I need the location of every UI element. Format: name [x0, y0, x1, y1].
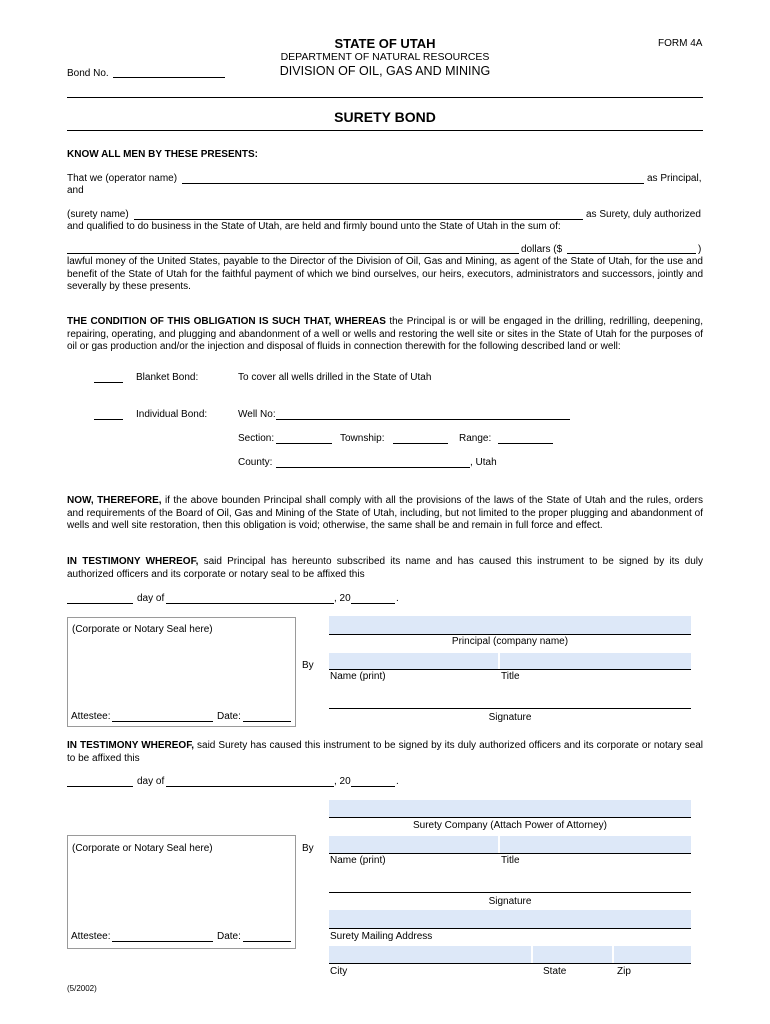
- now-therefore-lead: NOW, THEREFORE,: [67, 495, 162, 506]
- testimony-principal-lead: IN TESTIMONY WHEREOF,: [67, 556, 199, 567]
- principal-day-of-label: day of: [137, 593, 165, 604]
- principal-by-label: By: [302, 660, 314, 671]
- now-therefore-paragraph: [67, 495, 703, 533]
- testimony-surety-lead: IN TESTIMONY WHEREOF,: [67, 740, 194, 751]
- surety-name-title-line: [329, 853, 691, 854]
- township-field[interactable]: [393, 443, 448, 444]
- surety-attest-date-field[interactable]: [243, 941, 291, 942]
- surety-day-of-label: day of: [137, 776, 165, 787]
- condition-lead: THE CONDITION OF THIS OBLIGATION IS SUCH THAT, WHEREAS: [67, 316, 386, 327]
- principal-attestee-field[interactable]: [112, 721, 213, 722]
- department-heading: DEPARTMENT OF NATURAL RESOURCES: [280, 51, 490, 63]
- principal-year-prefix: , 20: [334, 593, 351, 604]
- individual-bond-label: Individual Bond:: [136, 409, 208, 420]
- principal-year-period: .: [396, 593, 399, 604]
- surety-title-field[interactable]: [500, 836, 691, 853]
- principal-attestee-label: Attestee:: [71, 711, 111, 722]
- surety-signature-line[interactable]: [329, 892, 691, 893]
- surety-title-label: Title: [501, 855, 520, 866]
- qualified-text: and qualified to do business in the State of Utah, are held and firmly bound unto the State of Utah in the sum of:: [67, 221, 561, 232]
- surety-name-field[interactable]: [134, 219, 583, 220]
- surety-state-field[interactable]: [533, 946, 612, 963]
- operator-name-label: That we (operator name): [67, 173, 178, 184]
- surety-year-prefix: , 20: [334, 776, 351, 787]
- surety-name-print-field[interactable]: [329, 836, 498, 853]
- revision-date: (5/2002): [67, 984, 97, 993]
- testimony-surety-paragraph: [67, 740, 703, 765]
- blanket-bond-description: To cover all wells drilled in the State of Utah: [238, 372, 432, 383]
- well-no-label: Well No:: [238, 409, 276, 420]
- range-label: Range:: [459, 433, 492, 444]
- principal-title-label: Title: [501, 671, 520, 682]
- utah-text: , Utah: [470, 457, 497, 468]
- intro-heading: KNOW ALL MEN BY THESE PRESENTS:: [67, 149, 258, 160]
- surety-zip-label: Zip: [617, 966, 631, 977]
- condition-paragraph: [67, 316, 703, 354]
- surety-attestee-field[interactable]: [112, 941, 213, 942]
- surety-zip-field[interactable]: [614, 946, 691, 963]
- surety-city-field[interactable]: [329, 946, 531, 963]
- testimony-principal-text: said Principal has hereunto subscribed its name and has caused this instrument to be signed by its duly authorized officers and its corporate or notary seal to be affixed this: [67, 556, 703, 580]
- surety-city-state-zip-line: [329, 963, 691, 964]
- dollars-close: ): [698, 244, 702, 255]
- surety-city-label: City: [330, 966, 348, 977]
- principal-name-print-field[interactable]: [329, 653, 498, 669]
- principal-year-field[interactable]: [351, 603, 395, 604]
- surety-mailing-address-label: Surety Mailing Address: [330, 931, 433, 942]
- range-field[interactable]: [498, 443, 553, 444]
- surety-mailing-line: [329, 928, 691, 929]
- surety-month-field[interactable]: [166, 786, 334, 787]
- surety-year-period: .: [396, 776, 399, 787]
- principal-company-field[interactable]: [329, 616, 691, 634]
- surety-seal-label: (Corporate or Notary Seal here): [72, 843, 213, 854]
- surety-attestee-label: Attestee:: [71, 931, 111, 942]
- surety-by-label: By: [302, 843, 314, 854]
- principal-name-title-line: [329, 669, 691, 670]
- blanket-bond-label: Blanket Bond:: [136, 372, 199, 383]
- now-therefore-text: if the above bounden Principal shall comply with all the provisions of the laws of the State of Utah and the rules, orders and requirements of the Board of Oil, Gas and Mining of the State of Utah, including, but not limited to the proper plugging and abandonment of wells and well site restoration, then this obligation is void; otherwise, the same shall be and remain in full force and effect.: [67, 495, 703, 531]
- individual-bond-checkbox[interactable]: [94, 419, 123, 420]
- division-heading: DIVISION OF OIL, GAS AND MINING: [279, 64, 491, 78]
- testimony-principal-paragraph: [67, 556, 703, 581]
- principal-attest-date-label: Date:: [217, 711, 241, 722]
- blanket-bond-checkbox[interactable]: [94, 382, 123, 383]
- bond-no-field[interactable]: [113, 77, 225, 78]
- township-label: Township:: [340, 433, 385, 444]
- principal-day-field[interactable]: [67, 603, 133, 604]
- principal-signature-label: Signature: [488, 712, 532, 723]
- principal-company-line: [329, 634, 691, 635]
- principal-company-label: Principal (company name): [451, 636, 569, 647]
- surety-year-field[interactable]: [351, 786, 395, 787]
- state-heading: STATE OF UTAH: [334, 36, 436, 51]
- principal-title-field[interactable]: [500, 653, 691, 669]
- surety-state-label: State: [543, 966, 567, 977]
- surety-name-label: (surety name): [67, 209, 129, 220]
- surety-company-line: [329, 817, 691, 818]
- surety-name-print-label: Name (print): [330, 855, 386, 866]
- header-rule-top: [67, 97, 703, 98]
- as-surety-text: as Surety, duly authorized: [586, 209, 701, 220]
- surety-attest-date-label: Date:: [217, 931, 241, 942]
- section-field[interactable]: [276, 443, 332, 444]
- surety-company-field[interactable]: [329, 800, 691, 817]
- principal-month-field[interactable]: [166, 603, 334, 604]
- form-number: FORM 4A: [658, 38, 703, 49]
- operator-name-field[interactable]: [182, 183, 644, 184]
- header-rule-bottom: [67, 130, 703, 131]
- principal-signature-line[interactable]: [329, 708, 691, 709]
- principal-seal-label: (Corporate or Notary Seal here): [72, 624, 213, 635]
- lawful-money-text: lawful money of the United States, payable to the Director of the Division of Oil, Gas and Mining, as agent of the State of Utah, for the use and benefit of the State of Utah for the faithful payment of which we bind ourselves, our heirs, executors, administrators and successors, jointly and severally by these presents.: [67, 256, 703, 292]
- page-title: SURETY BOND: [334, 109, 436, 125]
- condition-text: the Principal is or will be engaged in the drilling, redrilling, deepening, repairing, operating, and plugging and abandonment of a well or wells and restoring the well site or sites in the State of Utah for the purposes of oil or gas production and/or the injection and disposal of fluids in connection therewith for the following described land or well:: [67, 316, 704, 352]
- well-no-field[interactable]: [276, 419, 570, 420]
- principal-name-print-label: Name (print): [330, 671, 386, 682]
- surety-day-field[interactable]: [67, 786, 133, 787]
- dollars-label: dollars ($: [521, 244, 563, 255]
- and-text: and: [67, 185, 84, 196]
- testimony-surety-text: said Surety has caused this instrument to be signed by its duly authorized officers and its corporate or notary seal to be affixed this: [67, 740, 703, 764]
- surety-company-label: Surety Company (Attach Power of Attorney): [413, 820, 607, 831]
- section-label: Section:: [238, 433, 275, 444]
- sum-amount-field[interactable]: [567, 253, 696, 254]
- principal-attest-date-field[interactable]: [243, 721, 291, 722]
- surety-mailing-address-field[interactable]: [329, 910, 691, 928]
- bond-no-label: Bond No.: [67, 68, 109, 79]
- county-label: County:: [238, 457, 273, 468]
- surety-signature-label: Signature: [488, 896, 532, 907]
- as-principal-text: as Principal,: [647, 173, 702, 184]
- sum-words-field[interactable]: [67, 253, 519, 254]
- county-field[interactable]: [276, 467, 470, 468]
